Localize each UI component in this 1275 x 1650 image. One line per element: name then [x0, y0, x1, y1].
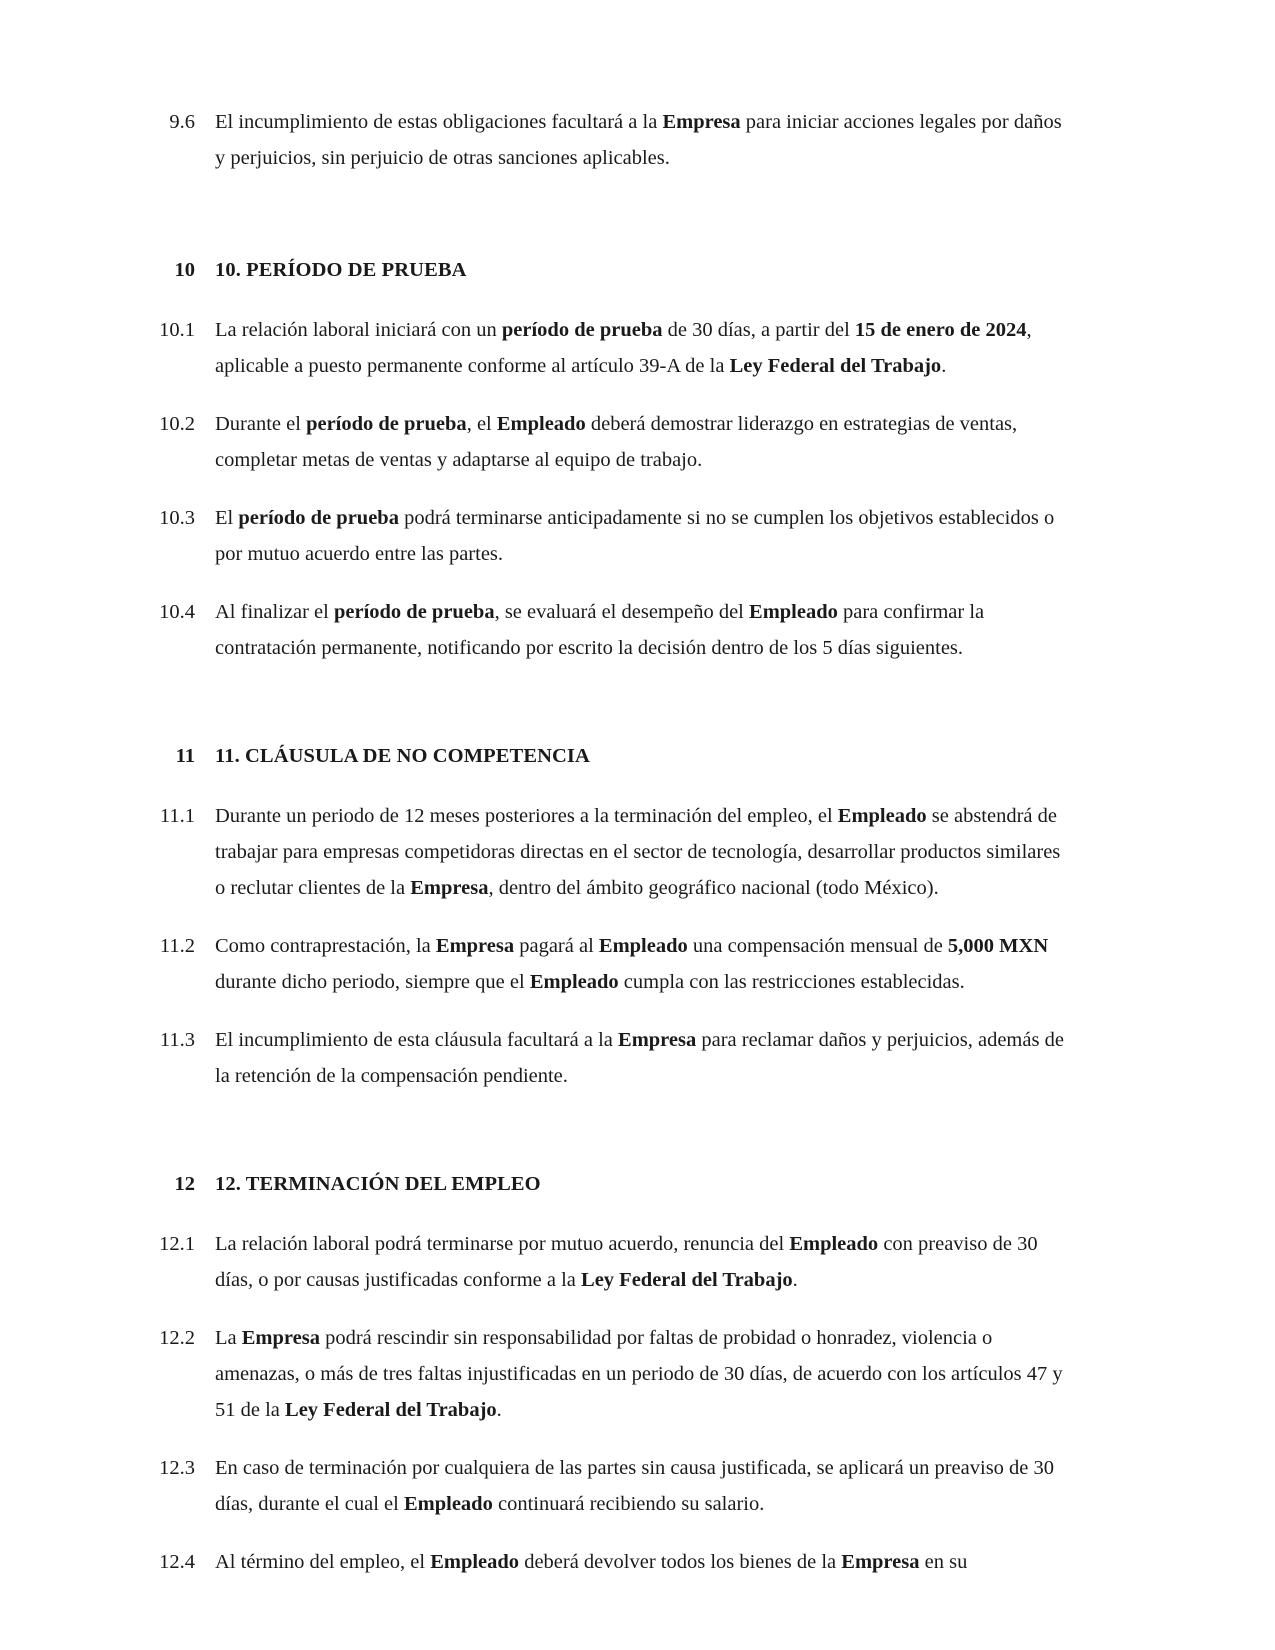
text-run: Durante un periodo de 12 meses posteriores a la terminación del empleo, el: [215, 805, 838, 827]
clause-10-2: [133, 406, 1073, 478]
clause-11-1: [133, 798, 1073, 906]
clause-text: [195, 798, 1073, 906]
text-run: , aplicable a puesto permanente conforme al artículo 39-A de la: [215, 319, 1032, 377]
section-heading-12: [133, 1168, 1073, 1200]
clause-number: 12.4: [159, 1551, 195, 1573]
text-run: podrá rescindir sin responsabilidad por faltas de probidad o honradez, violencia o amenazas, o más de tres faltas injustificadas en un periodo de 30 días, de acuerdo con los artículos 47 y 51 de la: [215, 1327, 1063, 1421]
clause-number: 11.1: [159, 805, 195, 827]
text-run: Durante el: [215, 413, 307, 435]
text-run: podrá terminarse anticipadamente si no se cumplen los objetivos establecidos o por mutuo acuerdo entre las partes.: [215, 507, 1055, 565]
text-run: cumpla con las restricciones establecidas.: [618, 971, 965, 993]
clause-10-3: [133, 500, 1073, 572]
clause-number: 10.1: [159, 319, 195, 341]
emphasis-term: período de prueba: [238, 507, 399, 529]
emphasis-term: Empresa: [618, 1029, 697, 1051]
clause-12-1: [133, 1226, 1073, 1298]
clause-text: [195, 928, 1073, 1000]
section-number: 11: [175, 745, 195, 767]
clause-12-4: [133, 1544, 1073, 1580]
clause-text: [195, 1022, 1073, 1094]
text-run: , el: [466, 413, 497, 435]
text-run: pagará al: [514, 935, 599, 957]
emphasis-term: Ley Federal del Trabajo: [285, 1399, 497, 1421]
clause-text: [195, 1226, 1073, 1298]
text-run: , dentro del ámbito geográfico nacional (todo México).: [488, 877, 939, 899]
emphasis-term: Empleado: [789, 1233, 879, 1255]
clause-number: 10.3: [159, 507, 195, 529]
document-body: [133, 104, 1073, 1602]
text-run: El incumplimiento de esta cláusula facultará a la: [215, 1029, 619, 1051]
text-run: , se evaluará el desempeño del: [494, 601, 750, 623]
clause-text: [195, 104, 1073, 176]
clause-number: 12.1: [159, 1233, 195, 1255]
emphasis-term: período de prueba: [501, 319, 663, 341]
clause-11-3: [133, 1022, 1073, 1094]
text-run: Como contraprestación, la: [215, 935, 436, 957]
emphasis-term: Empleado: [749, 601, 838, 623]
emphasis-term: Empleado: [598, 935, 688, 957]
emphasis-term: 15 de enero de 2024: [854, 319, 1027, 341]
text-run: deberá demostrar liderazgo en estrategias de ventas, completar metas de ventas y adaptarse al equipo de trabajo.: [215, 413, 1018, 471]
emphasis-term: Ley Federal del Trabajo: [581, 1269, 793, 1291]
text-run: .: [941, 355, 947, 377]
text-run: una compensación mensual de: [687, 935, 948, 957]
text-run: Al finalizar el: [215, 601, 334, 623]
clause-10-4: [133, 594, 1073, 666]
emphasis-term: Empleado: [430, 1551, 520, 1573]
emphasis-term: Empresa: [241, 1327, 320, 1349]
clause-text: [195, 1320, 1073, 1428]
text-run: Al término del empleo, el: [215, 1551, 431, 1573]
section-title: 10. PERÍODO DE PRUEBA: [215, 259, 467, 281]
emphasis-term: 5,000 MXN: [947, 935, 1049, 957]
clause-text: [195, 500, 1073, 572]
emphasis-term: Empresa: [435, 935, 515, 957]
clause-text: [195, 594, 1073, 666]
clause-text: [195, 406, 1073, 478]
text-run: El: [215, 507, 239, 529]
emphasis-term: Empresa: [841, 1551, 920, 1573]
clause-9-6: [133, 104, 1073, 176]
clause-text: [195, 312, 1073, 384]
text-run: .: [496, 1399, 502, 1421]
clause-text: [195, 1544, 1073, 1580]
text-run: .: [792, 1269, 798, 1291]
text-run: deberá devolver todos los bienes de la: [519, 1551, 842, 1573]
emphasis-term: Empleado: [837, 805, 927, 827]
emphasis-term: Ley Federal del Trabajo: [729, 355, 942, 377]
text-run: La relación laboral iniciará con un: [215, 319, 502, 341]
clause-10-1: [133, 312, 1073, 384]
text-run: durante dicho periodo, siempre que el: [215, 971, 530, 993]
emphasis-term: Empleado: [403, 1493, 493, 1515]
text-run: En caso de terminación por cualquiera de las partes sin causa justificada, se aplicará un preaviso de 30 días, durante el cual el: [215, 1457, 1055, 1515]
clause-number: 9.6: [169, 111, 195, 133]
text-run: para iniciar acciones legales por daños y perjuicios, sin perjuicio de otras sanciones aplicables.: [215, 111, 1062, 169]
clause-number: 10.4: [159, 601, 195, 623]
clause-number: 10.2: [159, 413, 195, 435]
section-heading-10: [133, 254, 1073, 286]
emphasis-term: Empleado: [529, 971, 619, 993]
emphasis-term: período de prueba: [333, 601, 495, 623]
emphasis-term: Empresa: [662, 111, 741, 133]
clause-number: 12.2: [159, 1327, 195, 1349]
text-run: para reclamar daños y perjuicios, además de la retención de la compensación pendiente.: [215, 1029, 1064, 1087]
clause-number: 12.3: [159, 1457, 195, 1479]
section-heading-11: [133, 740, 1073, 772]
text-run: El incumplimiento de estas obligaciones facultará a la: [215, 111, 663, 133]
text-run: La relación laboral podrá terminarse por mutuo acuerdo, renuncia del: [215, 1233, 790, 1255]
text-run: de 30 días, a partir del: [662, 319, 855, 341]
text-run: en su: [919, 1551, 968, 1573]
emphasis-term: Empleado: [496, 413, 586, 435]
text-run: continuará recibiendo su salario.: [492, 1493, 765, 1515]
text-run: con preaviso de 30 días, o por causas justificadas conforme a la: [215, 1233, 1038, 1291]
emphasis-term: período de prueba: [306, 413, 467, 435]
clause-11-2: [133, 928, 1073, 1000]
section-title: 12. TERMINACIÓN DEL EMPLEO: [215, 1173, 541, 1195]
text-run: para confirmar la contratación permanente, notificando por escrito la decisión dentro de los 5 días siguientes.: [215, 601, 985, 659]
section-title: 11. CLÁUSULA DE NO COMPETENCIA: [215, 745, 590, 767]
section-number: 10: [174, 259, 195, 281]
section-number: 12: [174, 1173, 195, 1195]
clause-number: 11.3: [159, 1029, 195, 1051]
clause-number: 11.2: [159, 935, 195, 957]
clause-12-3: [133, 1450, 1073, 1522]
clause-text: [195, 1450, 1073, 1522]
clause-12-2: [133, 1320, 1073, 1428]
text-run: La: [215, 1327, 242, 1349]
emphasis-term: Empresa: [410, 877, 489, 899]
text-run: se abstendrá de trabajar para empresas competidoras directas en el sector de tecnología, desarrollar productos similares o reclutar clientes de la: [215, 805, 1061, 899]
